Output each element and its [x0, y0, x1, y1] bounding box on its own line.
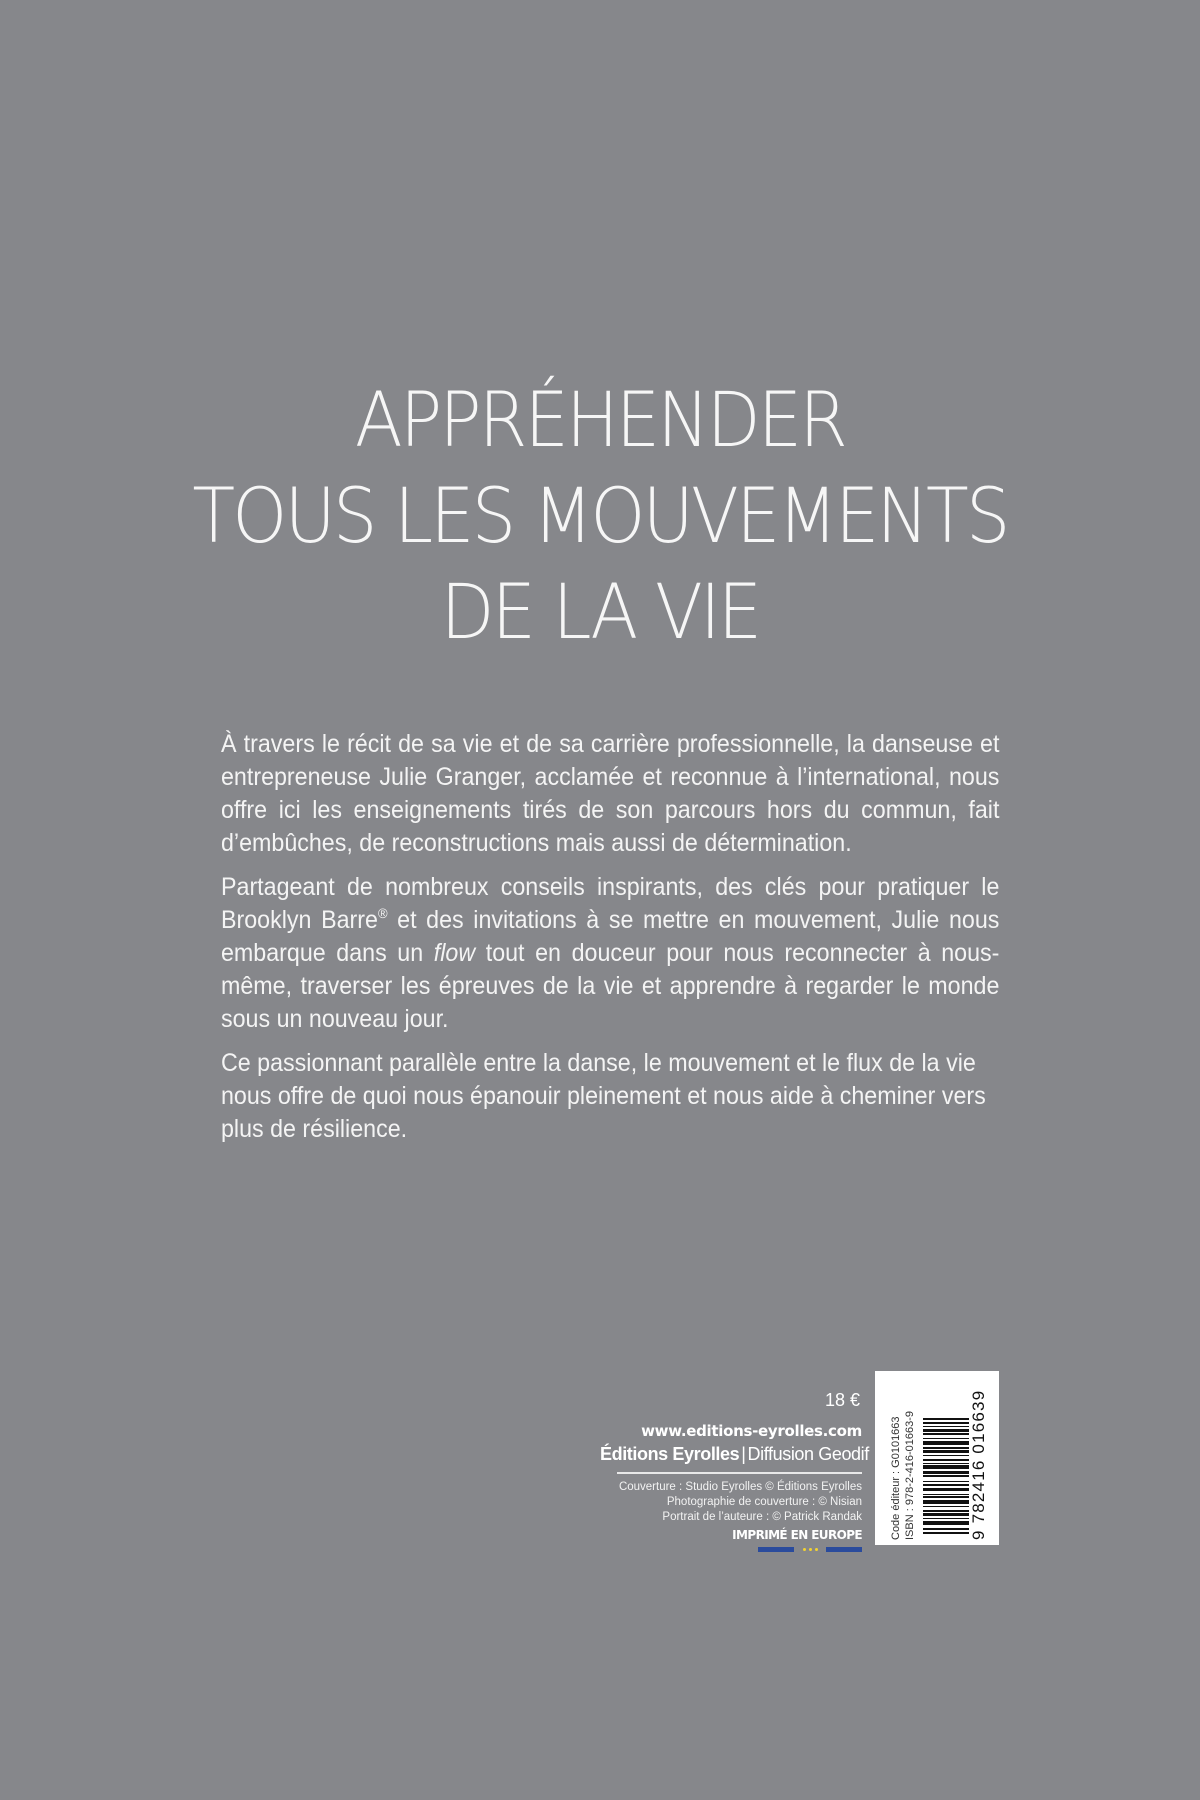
blurb-paragraph-2-part3: tout en douceur pour nous reconnecter à nous-même, traverser les épreuves de la vie et apprendre à regarder le monde sous un nouveau jour. [221, 939, 1000, 1033]
barcode-codes [889, 1376, 917, 1540]
star-icon [815, 1548, 818, 1551]
blurb-paragraph-2-part1: Partageant de nombreux conseils inspirants, des clés pour pratiquer le Brooklyn Barre [221, 873, 1000, 934]
isbn-number: ISBN : 978-2-416-01663-9 [904, 1410, 916, 1540]
credit-portrait: Portrait de l’auteure : © Patrick Randak [662, 1511, 862, 1523]
star-icon [809, 1548, 812, 1551]
eu-stars-icon [794, 1547, 826, 1552]
star-icon [803, 1548, 806, 1551]
publisher-code: Code éditeur : G0101663 [890, 1416, 902, 1540]
credit-photo: Photographie de couverture : © Nisian [666, 1496, 862, 1508]
eu-flag-bar-left [758, 1547, 794, 1552]
blurb-paragraph-2 [221, 871, 999, 1036]
blurb-paragraph-3: Ce passionnant parallèle entre la danse, le mouvement et le flux de la vie nous offre de quoi nous épanouir pleinement et nous aide à cheminer vers plus de résilience. [221, 1049, 986, 1143]
title-line-3: DE LA VIE [440, 567, 760, 656]
eu-flag-bar-right [826, 1547, 862, 1552]
back-cover-title [0, 372, 1200, 660]
book-blurb [221, 728, 999, 1157]
publisher-website-link[interactable]: www.editions-eyrolles.com [641, 1422, 862, 1440]
title-line-1: APPRÉHENDER [354, 375, 846, 464]
publisher-line [600, 1442, 869, 1466]
price: 18 € [824, 1390, 860, 1410]
blurb-italic-word: flow [433, 939, 476, 967]
distributor-name: Diffusion Geodif [747, 1444, 869, 1464]
blurb-paragraph-1: À travers le récit de sa vie et de sa carrière professionnelle, la danseuse et entrepreneuse Julie Granger, acclamée et reconnue à l’international, nous offre ici les enseignements tirés de son parcours hors du commun, fait d’embûches, de reconstructions mais aussi de détermination. [221, 730, 1000, 857]
publisher-name: Éditions Eyrolles [600, 1444, 740, 1464]
publisher-separator: | [741, 1444, 746, 1464]
blurb-paragraph-2-part2: et des invitations à se mettre en mouvement, Julie nous embarque dans un [221, 906, 1000, 967]
credit-cover: Couverture : Studio Eyrolles © Éditions Eyrolles [618, 1481, 862, 1493]
eu-flag-icon [600, 1545, 862, 1553]
barcode-digits: 9 782416 016639 [969, 1389, 988, 1540]
credits-divider [617, 1472, 862, 1474]
printed-in-europe: IMPRIMÉ EN EUROPE [732, 1528, 862, 1542]
barcode-icon [923, 1376, 969, 1540]
title-line-2: TOUS LES MOUVEMENTS [192, 471, 1008, 560]
barcode-rotated [883, 1376, 991, 1540]
barcode-box [875, 1371, 999, 1545]
publisher-credits [600, 1388, 869, 1553]
registered-mark: ® [377, 905, 388, 921]
